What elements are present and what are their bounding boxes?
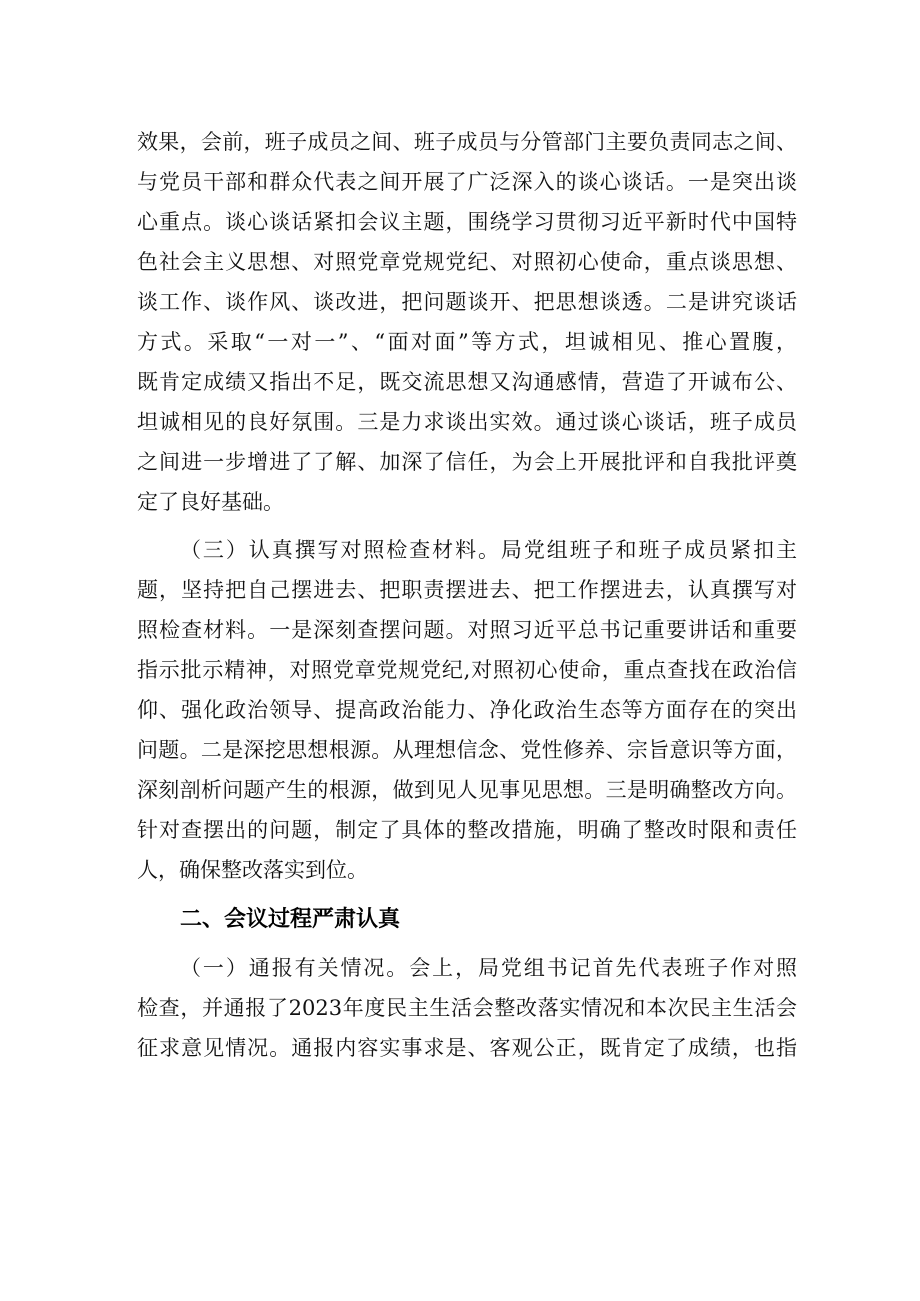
paragraph-line: 谈工作、谈作风、谈改进，把问题谈开、把思想谈透。二是讲究谈话 [137, 290, 797, 314]
paragraph-line: 方式。采取“一对一”、“面对面”等方式，坦诚相见、推心置腹， [137, 330, 797, 354]
paragraph-line: 人，确保整改落实到位。 [137, 858, 368, 882]
paragraph-line: （三）认真撰写对照检查材料。局党组班子和班子成员紧扣主 [180, 538, 797, 562]
paragraph-line: 问题。二是深挖思想根源。从理想信念、党性修养、宗旨意识等方面， [137, 738, 797, 762]
paragraph-line: 仰、强化政治领导、提高政治能力、净化政治生态等方面存在的突出 [137, 698, 797, 722]
paragraph-line: 深刻剖析问题产生的根源，做到见人见事见思想。三是明确整改方向。 [137, 778, 797, 802]
paragraph-line: 色社会主义思想、对照党章党规党纪、对照初心使命，重点谈思想、 [137, 250, 797, 274]
paragraph-line: 效果，会前，班子成员之间、班子成员与分管部门主要负责同志之间、 [137, 130, 797, 154]
paragraph-line: 既肯定成绩又指出不足，既交流思想又沟通感情，营造了开诚布公、 [137, 370, 797, 394]
paragraph-line: 征求意见情况。通报内容实事求是、客观公正，既肯定了成绩，也指 [137, 1036, 797, 1060]
paragraph-line: 题，坚持把自己摆进去、把职责摆进去、把工作摆进去，认真撰写对 [137, 578, 797, 602]
paragraph-line: 定了良好基础。 [137, 490, 284, 514]
paragraph-line: 与党员干部和群众代表之间开展了广泛深入的谈心谈话。一是突出谈 [137, 170, 797, 194]
paragraph-line: 检查，并通报了2023年度民主生活会整改落实情况和本次民主生活会 [137, 996, 797, 1020]
paragraph-line: 之间进一步增进了了解、加深了信任，为会上开展批评和自我批评奠 [137, 450, 797, 474]
paragraph-line: 心重点。谈心谈话紧扣会议主题，围绕学习贯彻习近平新时代中国特 [137, 210, 797, 234]
paragraph-line: 坦诚相见的良好氛围。三是力求谈出实效。通过谈心谈话，班子成员 [137, 410, 797, 434]
paragraph-line: 照检查材料。一是深刻查摆问题。对照习近平总书记重要讲话和重要 [137, 618, 797, 642]
section-heading: 二、会议过程严肃认真 [180, 907, 401, 932]
paragraph-line: 针对查摆出的问题，制定了具体的整改措施，明确了整改时限和责任 [137, 818, 797, 842]
paragraph-line: （一）通报有关情况。会上，局党组书记首先代表班子作对照 [180, 956, 797, 980]
paragraph-line: 指示批示精神，对照党章党规党纪,对照初心使命，重点查找在政治信 [137, 658, 797, 682]
